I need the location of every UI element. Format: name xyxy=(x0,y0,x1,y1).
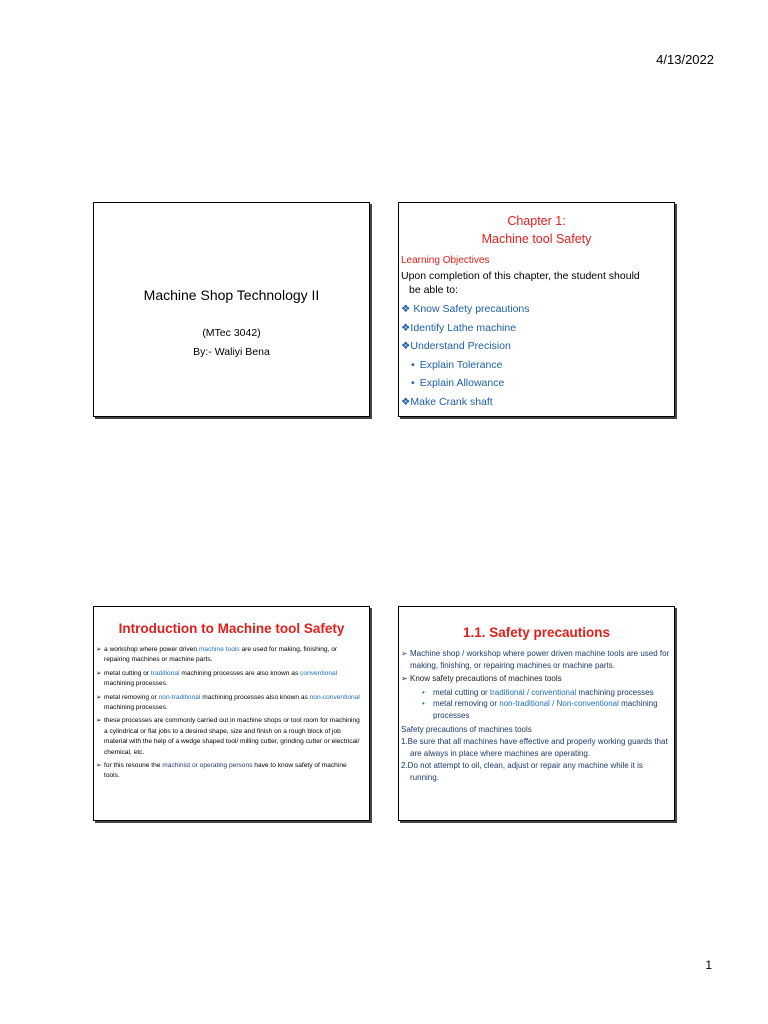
sub-objective-item xyxy=(401,356,670,375)
slide-title xyxy=(93,202,370,417)
numbered-item: 1.Be sure that all machines have effective and properly working guards that are always in place where machines are operating. xyxy=(401,737,668,758)
author-line: By:- Waliyi Bena xyxy=(193,346,270,358)
sub-objective-item xyxy=(401,374,670,393)
highlight-text: traditional / conventional xyxy=(489,687,577,697)
objective-item xyxy=(401,300,670,319)
text: a workshop where power driven xyxy=(104,646,199,653)
text: machining processes also known as xyxy=(200,693,310,701)
objective-item xyxy=(401,319,670,338)
text: Know safety precautions of machines tools xyxy=(410,674,562,684)
highlight-text: non-traditional / Non-conventional xyxy=(499,699,619,709)
objectives-intro xyxy=(401,269,670,297)
diamond-bullet-icon: ❖ xyxy=(401,321,411,334)
text: these processes are commonly carried out in machine shops or tool room for machining a cylindrical or flat jobs to a desired shape, size and finish on a rough block of job material with the help of a wedge shaped tool/ milling cutter, grinding cutter or electrical/ chemical, etc. xyxy=(104,717,360,756)
arrow-bullet-icon: ➢ xyxy=(96,693,102,701)
arrow-bullet-icon: ➢ xyxy=(96,669,102,677)
text: metal cutting or xyxy=(433,687,490,697)
highlight-text: non-traditional xyxy=(158,693,201,701)
bullet-dot-icon: • xyxy=(411,377,415,390)
list-item xyxy=(401,648,670,671)
highlight-text: non-conventional xyxy=(309,693,360,701)
list-item xyxy=(96,669,363,690)
objective-text: Know Safety precautions xyxy=(413,303,530,315)
course-code: (MTec 3042) xyxy=(202,327,261,339)
sub-list-item xyxy=(401,698,670,721)
sub-objective-text: Explain Allowance xyxy=(419,377,505,390)
highlight-text: machine tools xyxy=(198,646,240,653)
text: have to know safety of machine tools. xyxy=(104,762,347,780)
text: machining processes xyxy=(433,699,658,720)
text: metal cutting or xyxy=(104,669,151,677)
bullet-dot-icon: • xyxy=(411,358,415,371)
chapter-title: Machine tool Safety xyxy=(481,232,592,246)
arrow-bullet-icon: ➢ xyxy=(401,649,408,658)
highlight-text: traditional xyxy=(150,669,180,677)
text: metal removing or xyxy=(433,699,500,709)
page-number: 1 xyxy=(705,958,712,972)
list-item xyxy=(96,761,363,782)
arrow-bullet-icon: ➢ xyxy=(401,674,408,684)
objectives-body xyxy=(401,255,670,412)
diamond-bullet-icon: ❖ xyxy=(401,395,411,408)
bullet-list xyxy=(96,645,363,785)
text: for this resoune the xyxy=(104,762,163,770)
bullet-dot-icon: • xyxy=(422,699,425,709)
highlight-text: machinist or operating persons xyxy=(162,762,253,770)
list-item xyxy=(96,716,363,758)
text: machining processes are also known as xyxy=(179,669,301,677)
sub-list-item xyxy=(401,687,670,699)
text: machining processes. xyxy=(104,704,168,712)
list-item xyxy=(401,673,670,685)
slide-introduction xyxy=(93,606,370,821)
arrow-bullet-icon: ➢ xyxy=(96,646,102,653)
objective-text: Identify Lathe machine xyxy=(410,321,517,334)
objective-item xyxy=(401,337,670,356)
text: are used for making, finishing, or repairing machines or machine parts. xyxy=(104,646,338,664)
course-title: Machine Shop Technology II xyxy=(143,287,320,303)
numbered-item: 2.Do not attempt to oil, clean, adjust or repair any machine while it is running. xyxy=(401,761,643,782)
diamond-bullet-icon: ❖ xyxy=(401,340,411,353)
page-date: 4/13/2022 xyxy=(656,52,714,67)
bullet-list xyxy=(401,648,670,784)
bullet-dot-icon: • xyxy=(422,687,425,697)
chapter-number: Chapter 1: xyxy=(507,214,566,228)
diamond-bullet-icon: ❖ xyxy=(401,303,414,315)
chapter-heading xyxy=(399,212,674,248)
sub-objective-text: Explain Tolerance xyxy=(419,358,503,371)
intro-line-1: Upon completion of this chapter, the student should xyxy=(401,270,640,282)
list-item xyxy=(96,645,363,666)
subheading: Safety precautions of machines tools xyxy=(401,724,532,734)
slide-heading: 1.1. Safety precautions xyxy=(462,625,611,640)
intro-line-2: be able to: xyxy=(409,284,459,296)
list-item xyxy=(96,693,363,714)
arrow-bullet-icon: ➢ xyxy=(96,762,102,770)
objectives-label: Learning Objectives xyxy=(401,255,490,266)
objective-item xyxy=(401,393,670,412)
text: Machine shop / workshop where power driven machine tools are used for making, finishing, or repairing machines or machine parts. xyxy=(410,649,670,670)
slide-chapter xyxy=(398,202,675,417)
objective-text: Understand Precision xyxy=(410,340,511,353)
text: machining processes. xyxy=(104,680,168,688)
highlight-text: conventional xyxy=(300,669,338,677)
text: metal removing or xyxy=(104,693,159,701)
text: machining processes xyxy=(576,687,654,697)
arrow-bullet-icon: ➢ xyxy=(96,717,102,725)
slide-safety-precautions xyxy=(398,606,675,821)
objective-text: Make Crank shaft xyxy=(410,395,493,408)
slide-heading: Introduction to Machine tool Safety xyxy=(118,621,345,636)
